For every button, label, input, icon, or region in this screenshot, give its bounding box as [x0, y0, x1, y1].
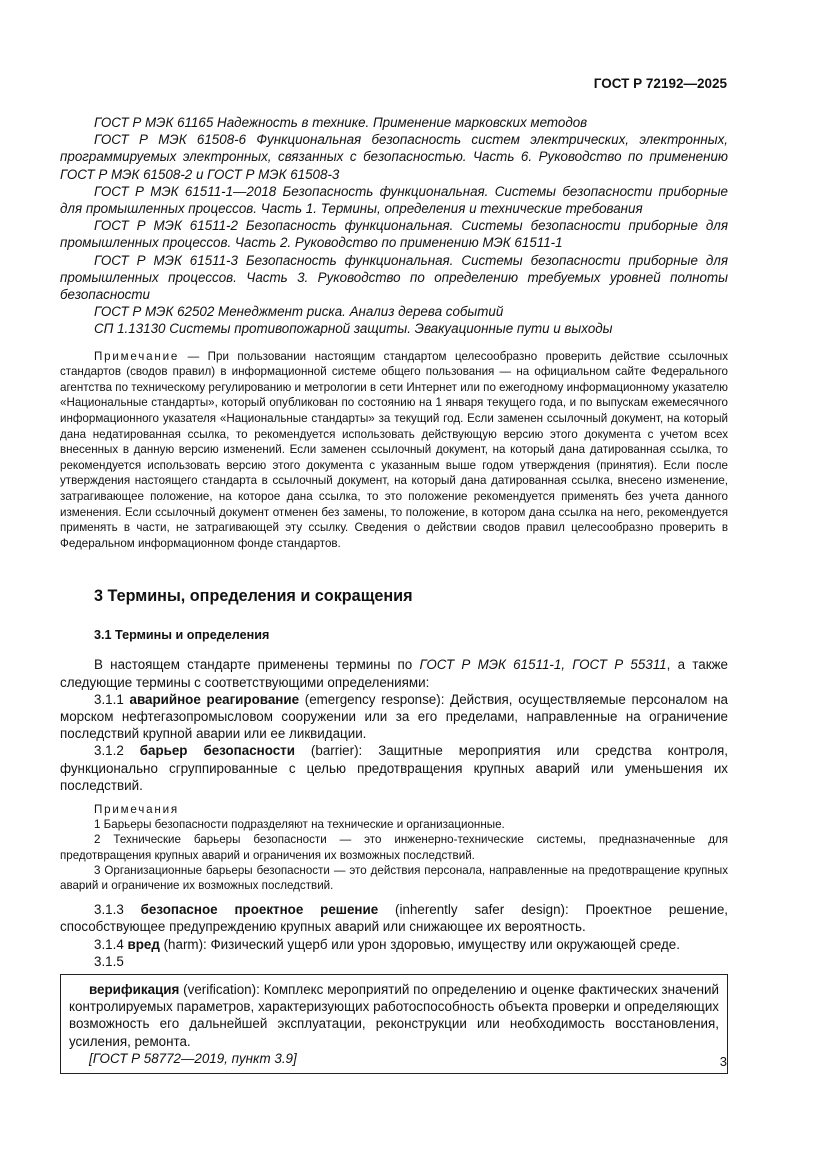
term-english: (verification):	[179, 982, 264, 998]
term-3-1-3	[60, 901, 728, 935]
term-name: вред	[127, 936, 160, 952]
term-3-1-1	[60, 691, 728, 743]
intro-text: В настоящем стандарте применены термины по	[94, 657, 420, 673]
reference-list	[60, 114, 728, 338]
reference-note	[60, 349, 728, 552]
term-definition: Физический ущерб или урон здоровью, имуществу или окружающей среде.	[210, 936, 680, 952]
document-id-header: ГОСТ Р 72192—2025	[593, 76, 727, 91]
page-number: 3	[719, 1054, 727, 1069]
term-3-1-2	[60, 742, 728, 794]
section-3-heading: 3 Термины, определения и сокращения	[94, 587, 413, 606]
term-name: барьер безопасности	[139, 743, 295, 759]
term-definition: Проектное решение, способствующее предупреждению крупных аварий или снижающее их вероятность.	[60, 902, 728, 935]
reference-item: ГОСТ Р МЭК 61511-1—2018 Безопасность функциональная. Системы безопасности приборные для промышленных процессов. Часть 1. Термины, определения и технические требования	[60, 183, 728, 217]
note-text: — При пользовании настоящим стандартом целесообразно проверить действие ссылочных стандартов (сводов правил) в информационной системе общего пользования — на официальном сайте Федерального агентства по техническому регулированию и метрологии в сети Интернет или по ежегодному информационному указателю «Национальные стандарты», который опубликован по состоянию на 1 января текущего года, и по выпускам ежемесячного информационного указателя «Национальные стандарты» за текущий год. Если заменен ссылочный документ, на который дана недатированная ссылка, то рекомендуется использовать действующую версию этого документа с учетом всех внесенных в данную версию изменений. Если заменен ссылочный документ, на который дана датированная ссылка, то рекомендуется использовать версию этого документа с указанным выше годом утверждения (принятия). Если после утверждения настоящего стандарта в ссылочный документ, на который дана датированная ссылка, внесено изменение, затрагивающее положение, на которое дана ссылка, то это положение рекомендуется применять без учета данного изменения. Если ссылочный документ отменен без замены, то положение, в котором дана ссылка на него, рекомендуется применять в части, не затрагивающей эту ссылку. Сведения о действии сводов правил целесообразно проверить в Федеральном информационном фонде стандартов.	[60, 349, 728, 550]
notes-heading: Примечания	[94, 802, 179, 816]
term-definition: Защитные мероприятия или средства контроля, функционально сгруппированные с целью предотвращения крупных аварий или уменьшения их последствий.	[60, 743, 728, 793]
term-english: (harm):	[159, 936, 211, 952]
term-notes	[60, 802, 728, 893]
term-3-1-5-number: 3.1.5	[94, 953, 124, 969]
term-definition: Комплекс мероприятий по определению и оценке фактических значений контролируемых параметров, характеризующих работоспособность объекта проверки и определяющих возможность его дальнейшей эксплуатации, реконструкции или необходимость восстановления, усиления, ремонта.	[69, 982, 719, 1049]
note-item: 3 Организационные барьеры безопасности — это действия персонала, направленные на предотвращение крупных аварий и ограничение их возможных последствий.	[60, 863, 728, 892]
reference-item: ГОСТ Р МЭК 61165 Надежность в технике. Применение марковских методов	[94, 115, 588, 130]
term-name: безопасное проектное решение	[140, 902, 379, 918]
reference-item: ГОСТ Р МЭК 61508-6 Функциональная безопасность систем электрических, электронных, программируемых электронных, связанных с безопасностью. Часть 6. Руководство по применению ГОСТ Р МЭК 61508-2 и ГОСТ Р МЭК 61508-3	[60, 132, 728, 182]
note-item: 2 Технические барьеры безопасности — это инженерно-технические системы, предназначенные для предотвращения крупных аварий и ограничения их возможных последствий.	[60, 833, 728, 862]
page-content	[60, 114, 728, 1074]
term-3-1-4	[60, 936, 728, 953]
term-source-text: [ГОСТ Р 58772—2019, пункт 3.9]	[89, 1050, 297, 1066]
term-number: 3.1.1	[94, 691, 130, 707]
term-3-1-5	[69, 981, 719, 1050]
term-name: верификация	[89, 982, 180, 998]
terms-intro	[60, 656, 728, 690]
term-definition: Действия, осуществляемые персоналом на морском нефтегазопромысловом сооружении или за его пределами, направленные на ограничение последствий крупной аварии или ее ликвидации.	[60, 691, 728, 742]
note-item: 1 Барьеры безопасности подразделяют на технические и организационные.	[94, 818, 505, 832]
reference-item: СП 1.13130 Системы противопожарной защиты. Эвакуационные пути и выходы	[94, 321, 613, 337]
term-3-1-5-box	[60, 974, 728, 1074]
note-label: Примечание	[94, 349, 180, 363]
term-number: 3.1.2	[94, 743, 140, 759]
term-name: аварийное реагирование	[129, 691, 300, 707]
reference-item: ГОСТ Р МЭК 61511-2 Безопасность функциональная. Системы безопасности приборные для промышленных процессов. Часть 2. Руководство по применению МЭК 61511-1	[60, 218, 728, 251]
term-number: 3.1.3	[94, 902, 141, 918]
subsection-3-1-heading: 3.1 Термины и определения	[94, 628, 270, 643]
term-english: (barrier):	[294, 743, 379, 759]
reference-item: ГОСТ Р МЭК 61511-3 Безопасность функциональная. Системы безопасности приборные для промышленных процессов. Часть 3. Руководство по определению требуемых уровней полноты безопасности	[60, 252, 728, 303]
term-source	[69, 1050, 719, 1068]
intro-refs: ГОСТ Р МЭК 61511-1, ГОСТ Р 55311	[419, 657, 667, 673]
reference-item: ГОСТ Р МЭК 62502 Менеджмент риска. Анализ дерева событий	[94, 304, 504, 320]
term-english: (inherently safer design):	[378, 902, 586, 918]
term-english: (emergency response):	[299, 691, 451, 707]
intro-text-end: , а также следующие термины с соответствующими определениями:	[60, 657, 728, 690]
term-number: 3.1.4	[94, 936, 128, 952]
